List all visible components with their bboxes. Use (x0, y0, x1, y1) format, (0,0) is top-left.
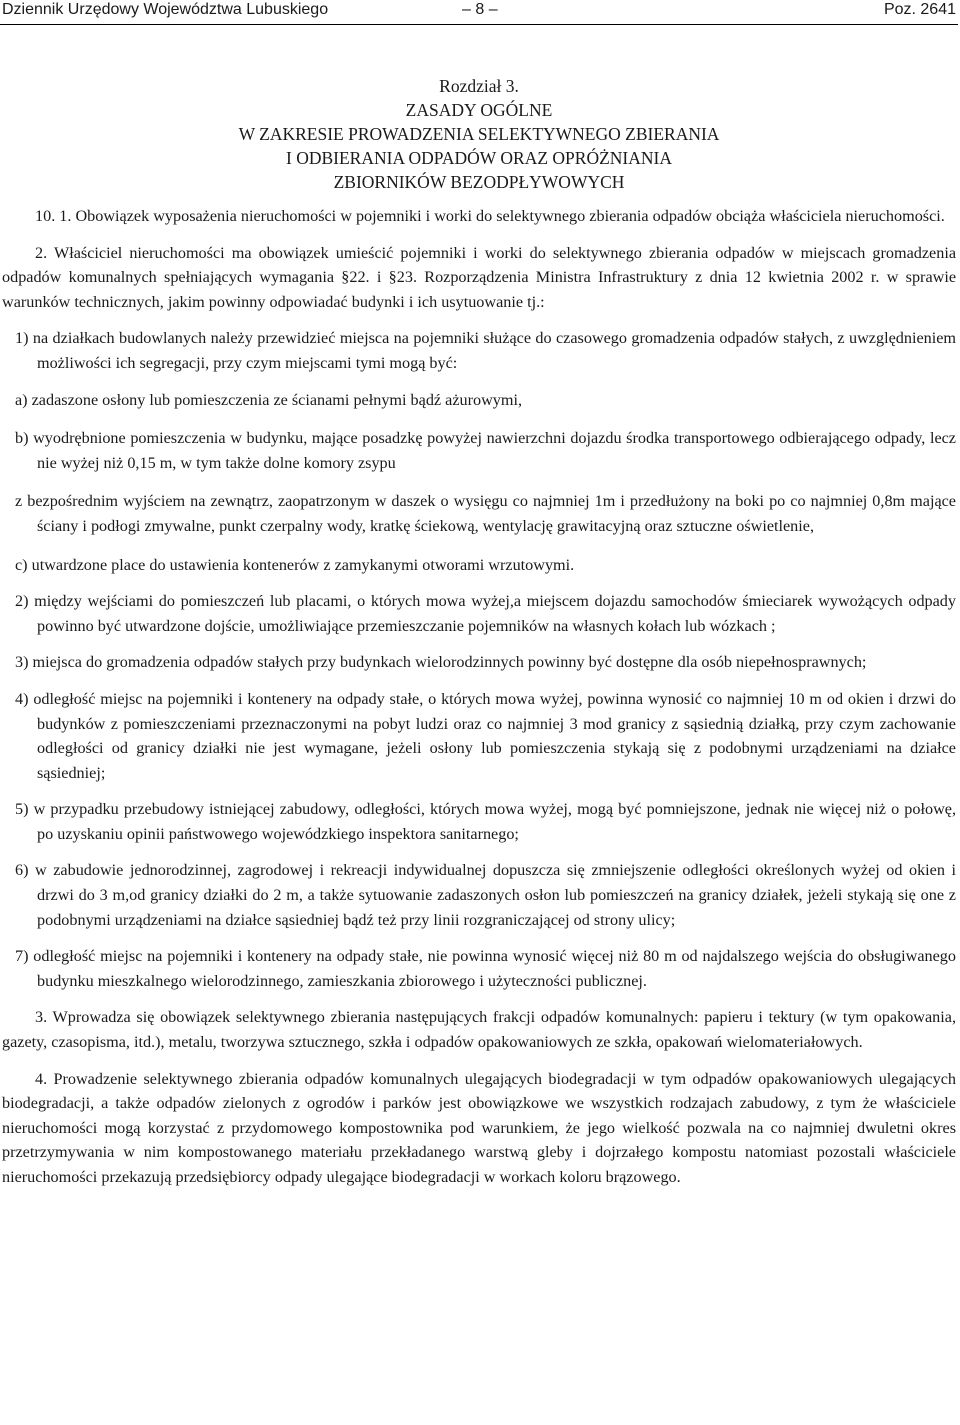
list-item-1: 1) na działkach budowlanych należy przewidzieć miejsca na pojemniki służące do czasowego gromadzenia odpadów stałych, z uwzględnieniem możliwości ich segregacji, przy czym miejscami tymi mogą być: (15, 329, 956, 372)
paragraph-10-1: 10. 1. Obowiązek wyposażenia nieruchomości w pojemniki i worki do selektywnego zbierania odpadów obciąża właściciela nieruchomości. (35, 207, 945, 225)
sub-item-b: b) wyodrębnione pomieszczenia w budynku, mające posadzkę powyżej nawierzchni dojazdu środka transportowego odbierającego odpady, lecz nie wyżej niż 0,15 m, w tym także dolne komory zsypu (15, 429, 956, 472)
chapter-title-line-1: ZASADY OGÓLNE (405, 100, 553, 120)
paragraph-10-4: 4. Prowadzenie selektywnego zbierania odpadów komunalnych ulegających biodegradacji w tym odpadów opakowaniowych ulegających biodegradacji, a także odpadów zielonych z ogrodów i parków jest obowiązkowe we wszystkich rodzajach zabudowy, z tym że właściciele nieruchomości mogą korzystać z przydomowego kompostownika pod warunkiem, że jego wielkość pozwala na co najmniej dwuletni okres przetrzymywania w nim kompostowanego materiału przekładanego warstwą gleby i dojrzałego kompostu natomiast pozostali właściciele nieruchomości przekazują przedsiębiorcy odpady ulegające biodegradacji w workach koloru brązowego. (2, 1069, 956, 1186)
document-body (2, 74, 956, 1190)
position-number: Poz. 2641 (883, 1, 956, 18)
sub-item-c: c) utwardzone place do ustawienia kontenerów z zamykanymi otworami wrzutowymi. (15, 555, 575, 574)
page-header (0, 0, 958, 25)
page-number: – 8 – (462, 1, 498, 18)
list-item-4: 4) odległość miejsc na pojemniki i kontenery na odpady stałe, o których mowa wyżej, powinna wynosić co najmniej 10 m od okien i drzwi do budynków z pomieszczeniami przeznaczonymi na pobyt ludzi oraz co najmniej 3 mod granicy z sąsiednią działką, przy czym zachowanie odległości od granicy działki nie jest wymagane, jeżeli osłony lub pomieszczenia stykają się z podobnymi urządzeniami na działce sąsiedniej; (15, 689, 956, 782)
sub-item-continuation: z bezpośrednim wyjściem na zewnątrz, zaopatrzonym w daszek o wysięgu co najmniej 1m i przedłużony na boki po co najmniej 0,8m mające ściany i podłogi zmywalne, punkt czerpalny wody, kratkę ściekową, wentylację grawitacyjną oraz sztuczne oświetlenie, (15, 492, 956, 535)
journal-title: Dziennik Urzędowy Województwa Lubuskiego (2, 1, 329, 18)
chapter-title-line-3: I ODBIERANIA ODPADÓW ORAZ OPRÓŻNIANIA (286, 148, 672, 168)
list-item-6: 6) w zabudowie jednorodzinnej, zagrodowej i rekreacji indywidualnej dopuszcza się zmniejszenie odległości określonych wyżej od okien i drzwi do 3 m,od granicy działki do 2 m, a także sytuowanie zadaszonych osłon lub pomieszczeń na granicy działek, jeżeli stykają się one z podobnymi urządzeniami na działce sąsiedniej bądź też przy linii rozgraniczającej od strony ulicy; (15, 861, 956, 929)
list-item-3: 3) miejsca do gromadzenia odpadów stałych przy budynkach wielorodzinnych powinny być dostępne dla osób niepełnosprawnych; (15, 653, 867, 672)
chapter-number: Rozdział 3. (439, 76, 519, 96)
sub-item-a: a) zadaszone osłony lub pomieszczenia ze ścianami pełnymi bądź ażurowymi, (15, 390, 523, 409)
paragraph-10-3: 3. Wprowadza się obowiązek selektywnego zbierania następujących frakcji odpadów komunalnych: papieru i tektury (w tym opakowania, gazety, czasopisma, itd.), metalu, tworzywa sztucznego, szkła i odpadów opakowaniowych ze szkła, opakowań wielomateriałowych. (2, 1008, 956, 1052)
chapter-heading (2, 74, 956, 194)
list-item-7: 7) odległość miejsc na pojemniki i kontenery na odpady stałe, nie powinna wynosić więcej niż 80 m od najdalszego wejścia do obsługiwanego budynku mieszkalnego wielorodzinnego, zamieszkania zbiorowego i użyteczności publicznej. (15, 947, 956, 990)
chapter-title-line-4: ZBIORNIKÓW BEZODPŁYWOWYCH (333, 172, 625, 192)
list-item-5: 5) w przypadku przebudowy istniejącej zabudowy, odległości, których mowa wyżej, mogą być pomniejszone, jednak nie więcej niż o połowę, po uzyskaniu opinii państwowego wojewódzkiego inspektora sanitarnego; (15, 800, 956, 843)
list-item-2: 2) między wejściami do pomieszczeń lub placami, o których mowa wyżej,a miejscem dojazdu samochodów śmieciarek wywożących odpady powinno być utwardzone dojście, umożliwiające przemieszczanie pojemników na własnych kołach lub wózkach ; (15, 592, 956, 635)
paragraph-10-2: 2. Właściciel nieruchomości ma obowiązek umieścić pojemniki i worki do selektywnego zbierania odpadów w miejscach gromadzenia odpadów komunalnych spełniających wymagania §22. i §23. Rozporządzenia Ministra Infrastruktury z dnia 12 kwietnia 2002 r. w sprawie warunków technicznych, jakim powinny odpowiadać budynki i ich usytuowanie tj.: (2, 243, 956, 311)
chapter-title-line-2: W ZAKRESIE PROWADZENIA SELEKTYWNEGO ZBIERANIA (238, 124, 720, 144)
